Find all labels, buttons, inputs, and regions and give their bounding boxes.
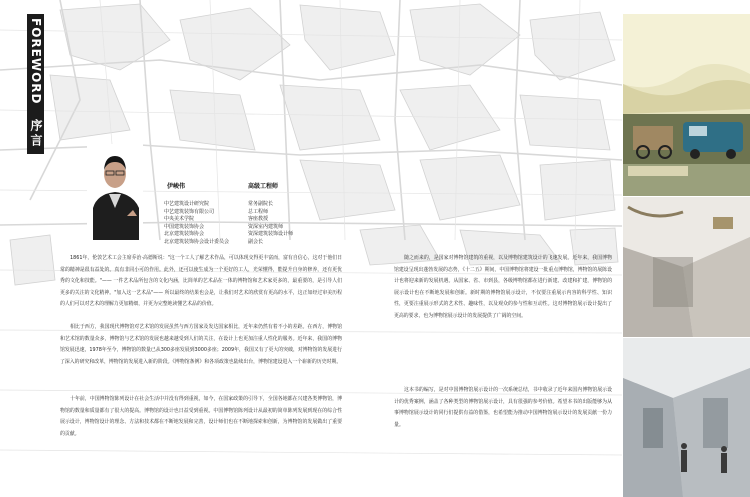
body-paragraph-4: 随之而来的，是国家对博物馆建筑的重视，以及博物馆建筑设计的飞速发展。近年来，我国博物馆建设呈现出蓬勃发展的态势，《十二五》期间，中国博物馆将建设一批重点博物馆，博物馆的展陈设计也将迎来新的发展机遇。从国家、省、市到县，各级博物馆都在进行新建、改建和扩建，博物馆的展示设计也在不断地发展和创新。新时期的博物馆展示设计，不仅要注重展示内容的科学性、知识性，更要注重展示形式的艺术性、趣味性，以及观众的参与性和互动性。这对博物馆展示设计提出了更高的要求，也为博物馆展示设计的发展提供了广阔的空间。 <box>394 255 612 319</box>
museum-photo-gallery <box>623 338 750 497</box>
body-paragraph-3: 十年前，中国博物馆陈列设计在社会生活中并没有得到重视，如今，在国家政策的引导下，全国各地都在兴建各类博物馆，博物馆的数量和质量都有了很大的提高。博物馆的设计也日益受到重视。中国博物馆陈列设计从最初的简单陈列发展到现在的综合性展示设计，博物馆设计的理念、方法和技术都在不断地发展和完善，设计师们也在不断地探索和创新，为博物馆的发展做出了重要的贡献。 <box>60 396 342 437</box>
body-paragraph-1: 1861年，伦敦艺术工会主席乔治·高德斯说："这一个工人了解艺术作品，可以体现交得更丰富而，富有自信心，这对于他们日常的精神是很有益处的。真有非同小可的作用。此外，还可以使生成为一个更好的工人，光荣懂得，能提升自身的修养，还有更优秀的文化和技能。"—— 一件艺术品所包含的文化内涵，比简单的艺术品在一体的博物馆和艺术家更多的，最重要的，是引导人们更多的关注的文化精神。"加入这一艺术品"—— 所以最终的结果也会是，让我们对艺术的欣赏有更高的水平，这正如经过审美历程的人们可以对艺术的理解力更加精细，并更为完整地读懂艺术品的价值。 <box>60 255 342 307</box>
affiliation-item: 北京建筑装饰协会 <box>164 231 205 238</box>
foreword-label-cn: 序言 <box>29 119 43 149</box>
body-paragraph-5: 这本书的编写，是对中国博物馆展示设计的一次系统总结，书中收录了近年来国内博物馆展示设计的优秀案例，涵盖了各种类型的博物馆展示设计，具有很强的参考价值。希望本书的出版能够为从事博物馆展示设计的同行们提供有益的借鉴，也希望能为推动中国博物馆展示设计的发展贡献一份力量。 <box>394 387 612 428</box>
affiliation-item: 中国建筑装饰协会 <box>164 223 205 230</box>
role-item: 常务副院长 <box>248 201 274 207</box>
affiliation-item: 中艺建筑设计研究院 <box>164 201 210 207</box>
affiliation-item: 中艺建筑装饰有限公司 <box>164 208 215 215</box>
affiliation-item: 中央美术学院 <box>164 216 195 223</box>
author-title: 高级工程师 <box>248 183 279 190</box>
role-item: 资深室内建筑师 <box>248 223 284 230</box>
museum-photo-vehicles <box>623 14 750 196</box>
foreword-label-en: FOREWORD <box>29 18 43 105</box>
author-portrait <box>87 144 143 240</box>
role-item: 副会长 <box>248 238 264 245</box>
role-item: 资深建筑装饰设计师 <box>248 231 294 238</box>
author-name: 伊峻伟 <box>167 183 186 190</box>
museum-photo-hall <box>623 197 750 337</box>
author-roles <box>248 201 293 247</box>
author-affiliations <box>164 201 229 247</box>
affiliation-item: 北京建筑装饰协会设计委员会 <box>164 238 230 245</box>
role-item: 客座教授 <box>248 216 269 223</box>
role-item: 总工程师 <box>248 208 269 215</box>
body-paragraph-2: 相比于西方，我国现代博物馆对艺术馆的发展虽然与西方国家及发达国家相比，近年来仍然有着不小的差距。在西方，博物馆和艺术馆的数量众多，博物馆与艺术馆的发展也越来越受到人们的关注，在设计上也更加注重人性化的服务。近年来，我国的博物馆发展迅速，1978年至今，博物馆的数量已从300多座发展到3000多座；2009年，我国又有了更大的突破，对博物馆的发展进行了深入的研究和改革，博物馆的发展进入新的阶段。《博物馆条例》和各项政策也陆续出台，博物馆建设进入一个崭新的历史时期。 <box>60 324 342 365</box>
